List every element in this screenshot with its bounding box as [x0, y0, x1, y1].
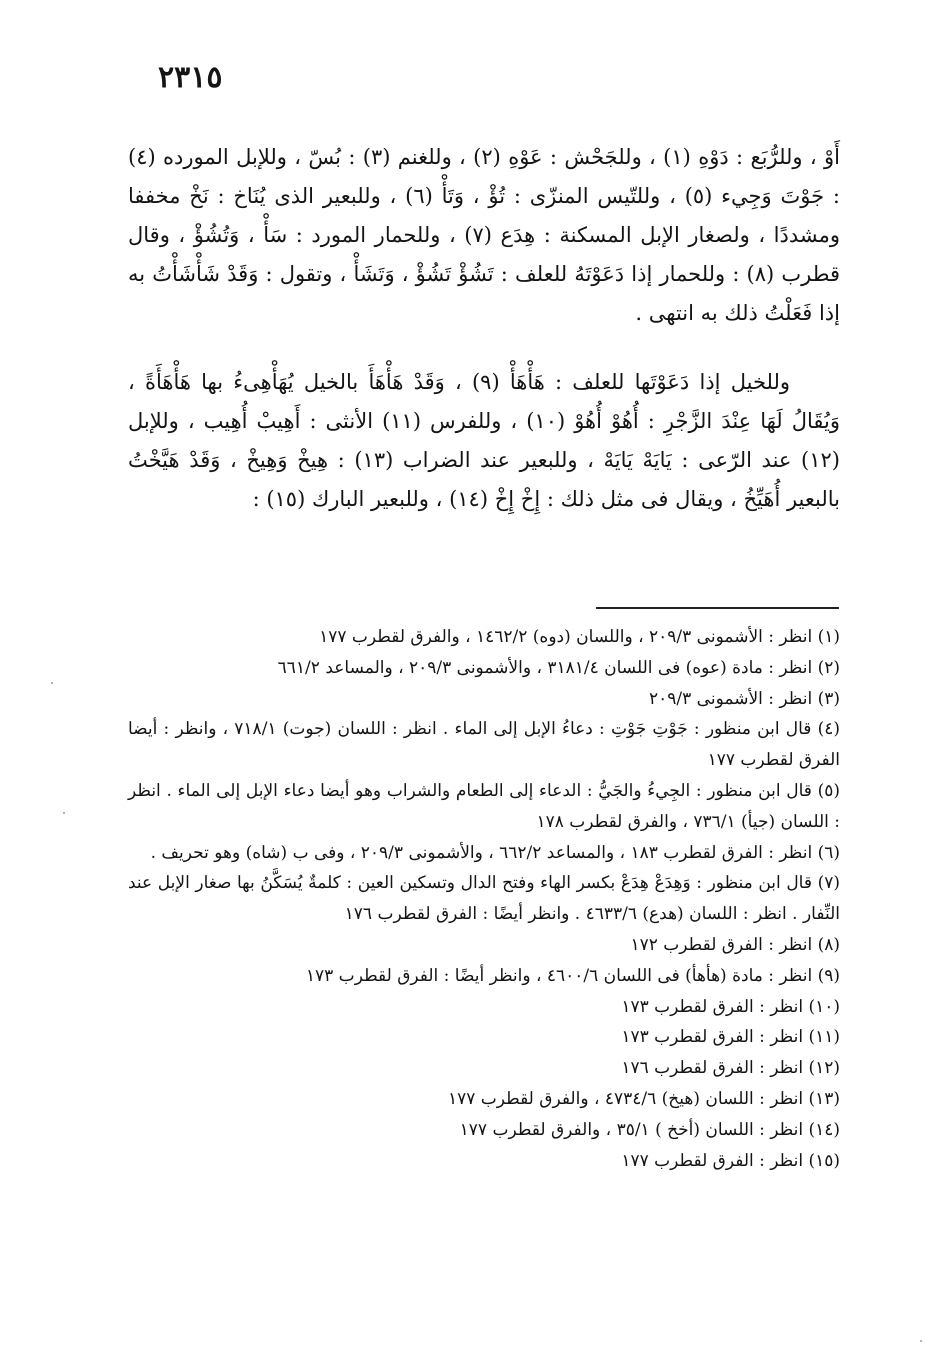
footnote-15: (١٥) انظر : الفرق لقطرب ١٧٧	[621, 1150, 840, 1171]
footnote-separator	[596, 607, 839, 609]
footnote-3: (٣) انظر : الأشمونى ٢٠٩/٣	[649, 688, 840, 709]
footnote-6: (٦) انظر : الفرق لقطرب ١٨٣ ، والمساعد ٦٦٢/٢ ، والأشمونى ٢٠٩/٣ ، وفى ب (شاه) وهو تحريف .	[150, 842, 840, 863]
page-number: ٢٣١٥	[158, 60, 223, 95]
footnote-14: (١٤) انظر : اللسان (أخخ ) ٣٥/١ ، والفرق لقطرب ١٧٧	[459, 1119, 840, 1140]
scan-speck	[920, 1340, 922, 1342]
footnote-11: (١١) انظر : الفرق لقطرب ١٧٣	[621, 1027, 840, 1048]
paragraph-gap	[128, 333, 840, 363]
footnote-10: (١٠) انظر : الفرق لقطرب ١٧٣	[621, 996, 840, 1017]
main-paragraph-2: وللخيل إذا دَعَوْتَها للعلف : هَأْهَأْ (٩) ، وَقَدْ هَأْهَأَ بالخيل يُهَأْهِىءُ بها هَأْهَأَةً ، وَيُقَالُ لَهَا عِنْدَ الزَّجْرِ : أُهُوْ أُهُوْ (١٠) ، وللفرس (١١) الأنثى : أَهِيبْ أُهِيب ، وللإبل (١٢) عند الرّعى : يَايَهْ يَايَهْ ، وللبعير عند الضراب (١٣) : هِيخْ وَهِيخْ ، وَقَدْ هَيَّخْتُ بالبعير أُهَيِّخُ ، ويقال فى مثل ذلك : إِخْ إِخْ (١٤) ، وللبعير البارك (١٥) :	[128, 370, 840, 511]
footnote-7: (٧) قال ابن منظور : وَهِدَعْ هِدَعْ بكسر الهاء وفتح الدال وتسكين العين : كلمةٌ يُسَكَّنُ بها صغار الإبل عند النِّفار . انظر : اللسان (هدع) ٤٦٣٣/٦ . وانظر أيضًا : الفرق لقطرب ١٧٦	[128, 873, 840, 925]
footnote-13: (١٣) انظر : اللسان (هيخ) ٤٧٣٤/٦ ، والفرق لقطرب ١٧٧	[447, 1088, 840, 1109]
footnote-8: (٨) انظر : الفرق لقطرب ١٧٢	[630, 934, 840, 955]
footnote-12: (١٢) انظر : الفرق لقطرب ١٧٦	[621, 1058, 840, 1079]
scan-speck	[51, 682, 53, 684]
main-text	[128, 138, 840, 519]
footnote-4: (٤) قال ابن منظور : جَوْتِ جَوْتِ : دعاءُ الإبل إلى الماء . انظر : اللسان (جوت) ٧١٨/١ ، وانظر : أيضا الفرق لقطرب ١٧٧	[128, 719, 840, 771]
scan-speck	[63, 812, 65, 814]
footnote-5: (٥) قال ابن منظور : الجِيءُ والجَيُّ : الدعاء إلى الطعام والشراب وهو أيضا دعاء الإبل إلى الماء . انظر : اللسان (جيأ) ٧٣٦/١ ، والفرق لقطرب ١٧٨	[128, 780, 840, 832]
footnote-9: (٩) انظر : مادة (هأهأ) فى اللسان ٤٦٠٠/٦ ، وانظر أيضًا : الفرق لقطرب ١٧٣	[305, 965, 840, 986]
footnote-2: (٢) انظر : مادة (عوه) فى اللسان ٣١٨١/٤ ، والأشمونى ٢٠٩/٣ ، والمساعد ٦٦١/٢	[277, 657, 840, 678]
footnote-1: (١) انظر : الأشمونى ٢٠٩/٣ ، واللسان (دوه) ١٤٦٢/٢ ، والفرق لقطرب ١٧٧	[319, 627, 840, 647]
footnotes	[128, 622, 840, 1176]
main-paragraph-1: أَوْ ، وللرُّبَع : دَوْهِ (١) ، وللجَحْش : عَوْهِ (٢) ، وللغنم (٣) : بُسّ ، وللإبل المورده (٤) : جَوْتَ وَجِيء (٥) ، وللتّيس المنزّى : تُؤْ ، وَتَأْ (٦) ، وللبعير الذى يُنَاخ : نَخْ مخففا ومشددًا ، ولصغار الإبل المسكنة : هِدَع (٧) ، وللحمار المورد : سَأْ ، وَتُشُؤْ ، وقال قطرب (٨) : وللحمار إذا دَعَوْتَهُ للعلف : تَشُؤْ تَشُؤْ ، وَتَشَأْ ، وتقول : وَقَدْ شَأْشَأْتُ به إذا فَعَلْتُ ذلك به انتهى .	[128, 145, 841, 325]
